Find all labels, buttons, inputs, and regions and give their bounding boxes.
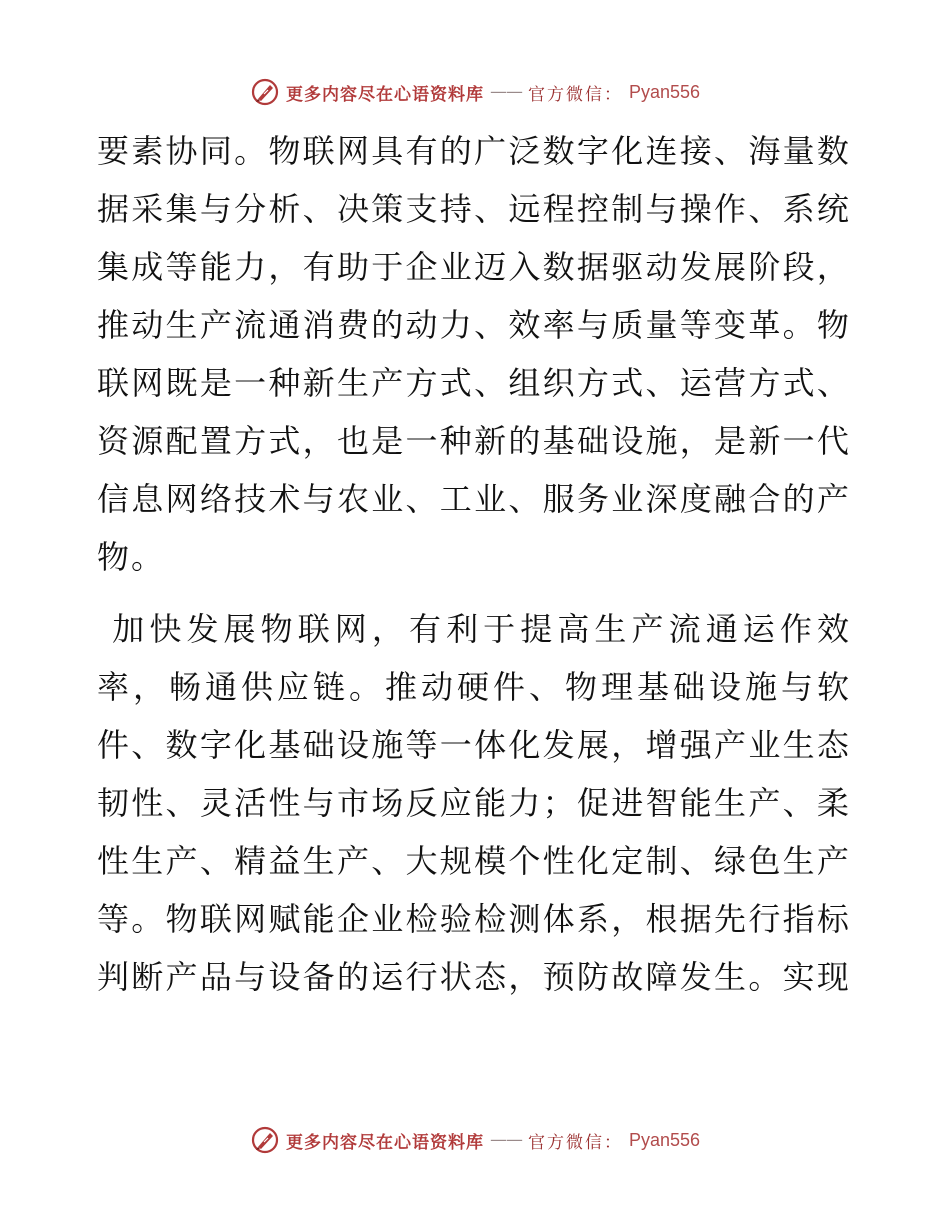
footer-watermark [0,1120,950,1160]
paragraph-1 [97,122,857,586]
watermark-wechat-id: Pyan556 [628,1129,701,1150]
document-body [97,122,857,1006]
text-line: 据采集与分析、决策支持、远程控制与操作、系统 [97,190,852,228]
header-watermark [0,72,950,112]
text-line: 联网既是一种新生产方式、组织方式、运营方式、 [97,364,852,402]
watermark-brand-text: 更多内容尽在心语资料库 [285,1132,484,1153]
text-line: 物。 [97,538,166,576]
watermark-dash: —— [489,82,522,102]
text-line: 加快发展物联网，有利于提高生产流通运作效 [97,610,855,648]
pen-quill-logo-icon [250,77,280,107]
pen-quill-logo-icon [250,1125,280,1155]
paragraph-2 [97,600,857,1006]
text-line: 等。物联网赋能企业检验检测体系，根据先行指标 [97,900,852,938]
text-line: 件、数字化基础设施等一体化发展，增强产业生态 [97,726,852,764]
text-line: 要素协同。物联网具有的广泛数字化连接、海量数 [97,132,852,170]
text-line: 韧性、灵活性与市场反应能力；促进智能生产、柔 [97,784,852,822]
watermark-dash: —— [489,1130,522,1150]
text-line: 性生产、精益生产、大规模个性化定制、绿色生产 [97,842,852,880]
watermark-official-label: 官方微信： [527,1132,623,1153]
watermark-brand-text: 更多内容尽在心语资料库 [285,84,484,105]
watermark-official-label: 官方微信： [527,84,623,105]
text-line: 资源配置方式，也是一种新的基础设施，是新一代 [97,422,852,460]
text-line: 集成等能力，有助于企业迈入数据驱动发展阶段， [97,248,852,286]
text-line: 率，畅通供应链。推动硬件、物理基础设施与软 [97,668,854,706]
watermark-wechat-id: Pyan556 [628,81,701,102]
text-line: 判断产品与设备的运行状态，预防故障发生。实现 [97,958,852,996]
text-line: 信息网络技术与农业、工业、服务业深度融合的产 [97,480,852,518]
text-line: 推动生产流通消费的动力、效率与质量等变革。物 [97,306,852,344]
